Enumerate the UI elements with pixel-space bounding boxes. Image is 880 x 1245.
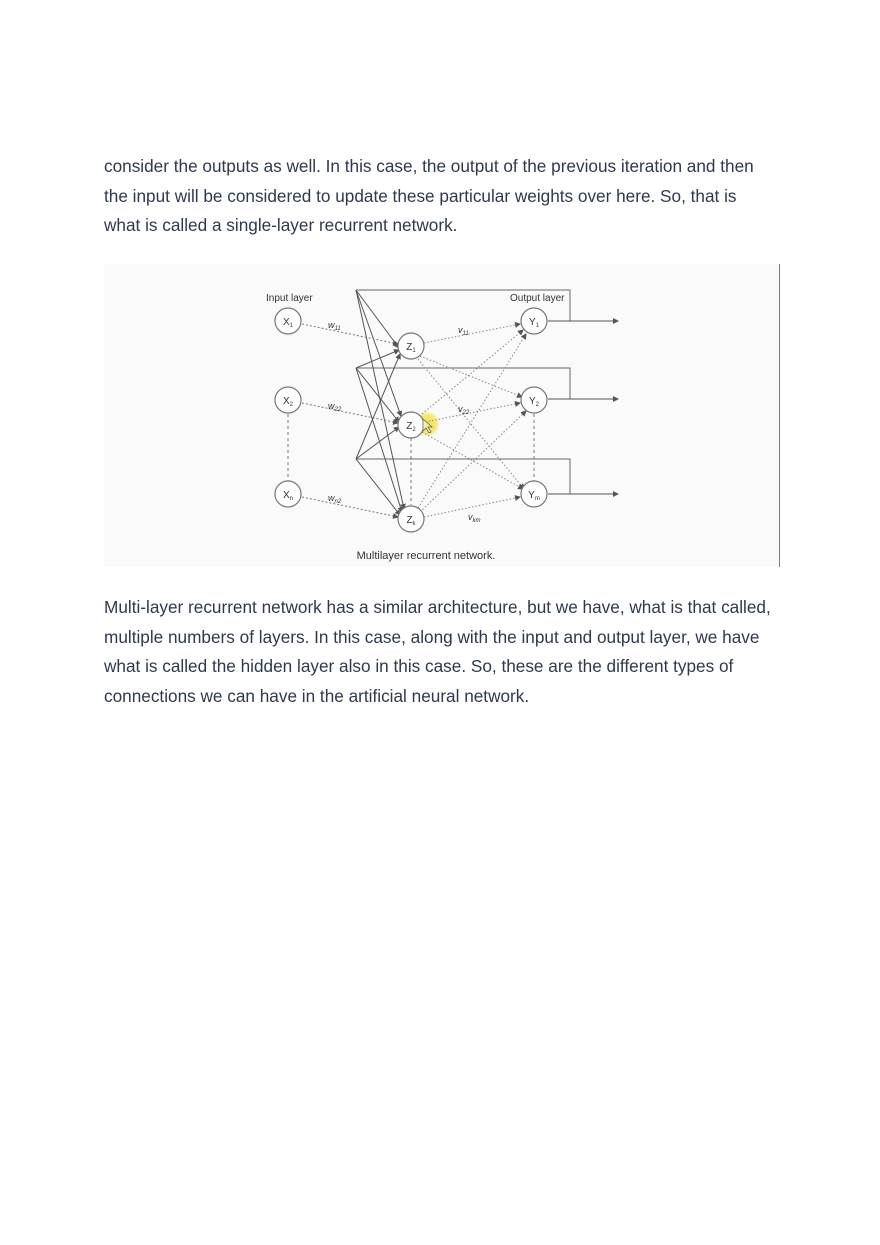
node-subscript: n: [289, 496, 294, 502]
node-label: X: [282, 490, 290, 501]
paragraph-multi-layer-recurrent: [104, 593, 794, 711]
input-node-xn: [275, 481, 301, 507]
node-label: Y: [528, 396, 536, 407]
weight-symbol: v: [468, 512, 473, 522]
weight-label-w22: [328, 401, 342, 413]
weight-symbol: v: [458, 325, 463, 335]
figure-right-border: [779, 264, 780, 567]
paragraph-line: what is called the hidden layer also in this case. So, these are the different types of: [104, 656, 734, 677]
output-arrows: [548, 321, 618, 494]
weight-label-v22: [458, 404, 470, 416]
node-subscript: 1: [535, 323, 540, 329]
weight-subscript: 22: [462, 410, 470, 416]
hidden-node-z1: [398, 333, 424, 359]
paragraph-single-layer-recurrent: [104, 152, 794, 241]
input-layer-label: Input layer: [266, 293, 313, 304]
paragraph-line: Multi-layer recurrent network has a similar architecture, but we have, what is that called,: [104, 597, 771, 617]
network-diagram: [104, 264, 780, 567]
weight-symbol: w: [328, 401, 335, 411]
input-hidden-connections: [302, 324, 398, 517]
node-subscript: 2: [412, 427, 416, 433]
weight-symbol: w: [328, 320, 335, 330]
weight-symbol: w: [328, 493, 335, 503]
paragraph-line: multiple numbers of layers. In this case, along with the input and output layer, we have: [104, 626, 760, 647]
paragraph-line: the input will be considered to update these particular weights over here. So, that is: [104, 185, 737, 206]
feedback-connections: [356, 290, 404, 515]
node-subscript: k: [412, 521, 416, 527]
paragraph-line: connections we can have in the artificial neural network.: [104, 685, 530, 706]
node-subscript: 1: [412, 348, 416, 354]
hidden-node-z2: [398, 412, 424, 438]
multilayer-recurrent-network-figure: [104, 264, 780, 567]
node-label: Z: [406, 421, 413, 432]
weight-subscript: 22: [334, 407, 342, 413]
node-label: Y: [528, 317, 536, 328]
hidden-node-zk: [398, 506, 424, 532]
weight-symbol: v: [458, 404, 463, 414]
weight-subscript: 11: [334, 326, 341, 332]
node-subscript: m: [534, 496, 540, 502]
weight-label-vkm: [468, 512, 481, 524]
input-node-x1: [275, 308, 301, 334]
output-node-y2: [521, 387, 547, 413]
node-label: Z: [406, 515, 413, 526]
weight-label-v11: [458, 325, 469, 337]
paragraph-line: consider the outputs as well. In this case, the output of the previous iteration and then: [104, 156, 754, 176]
figure-caption: Multilayer recurrent network.: [356, 550, 496, 562]
input-node-x2: [275, 387, 301, 413]
output-layer-label: Output layer: [510, 293, 565, 304]
node-subscript: 2: [289, 402, 294, 408]
node-subscript: 1: [289, 323, 294, 329]
node-label: Y: [528, 490, 535, 501]
paragraph-line: what is called a single-layer recurrent network.: [104, 215, 458, 236]
output-node-y1: [521, 308, 547, 334]
output-node-ym: [521, 481, 547, 507]
node-subscript: 2: [535, 402, 540, 408]
node-label: Z: [406, 342, 413, 353]
weight-subscript: km: [472, 518, 481, 524]
weight-subscript: 11: [462, 331, 469, 337]
weight-subscript: n2: [334, 499, 342, 505]
node-label: X: [282, 396, 290, 407]
node-label: X: [282, 317, 290, 328]
